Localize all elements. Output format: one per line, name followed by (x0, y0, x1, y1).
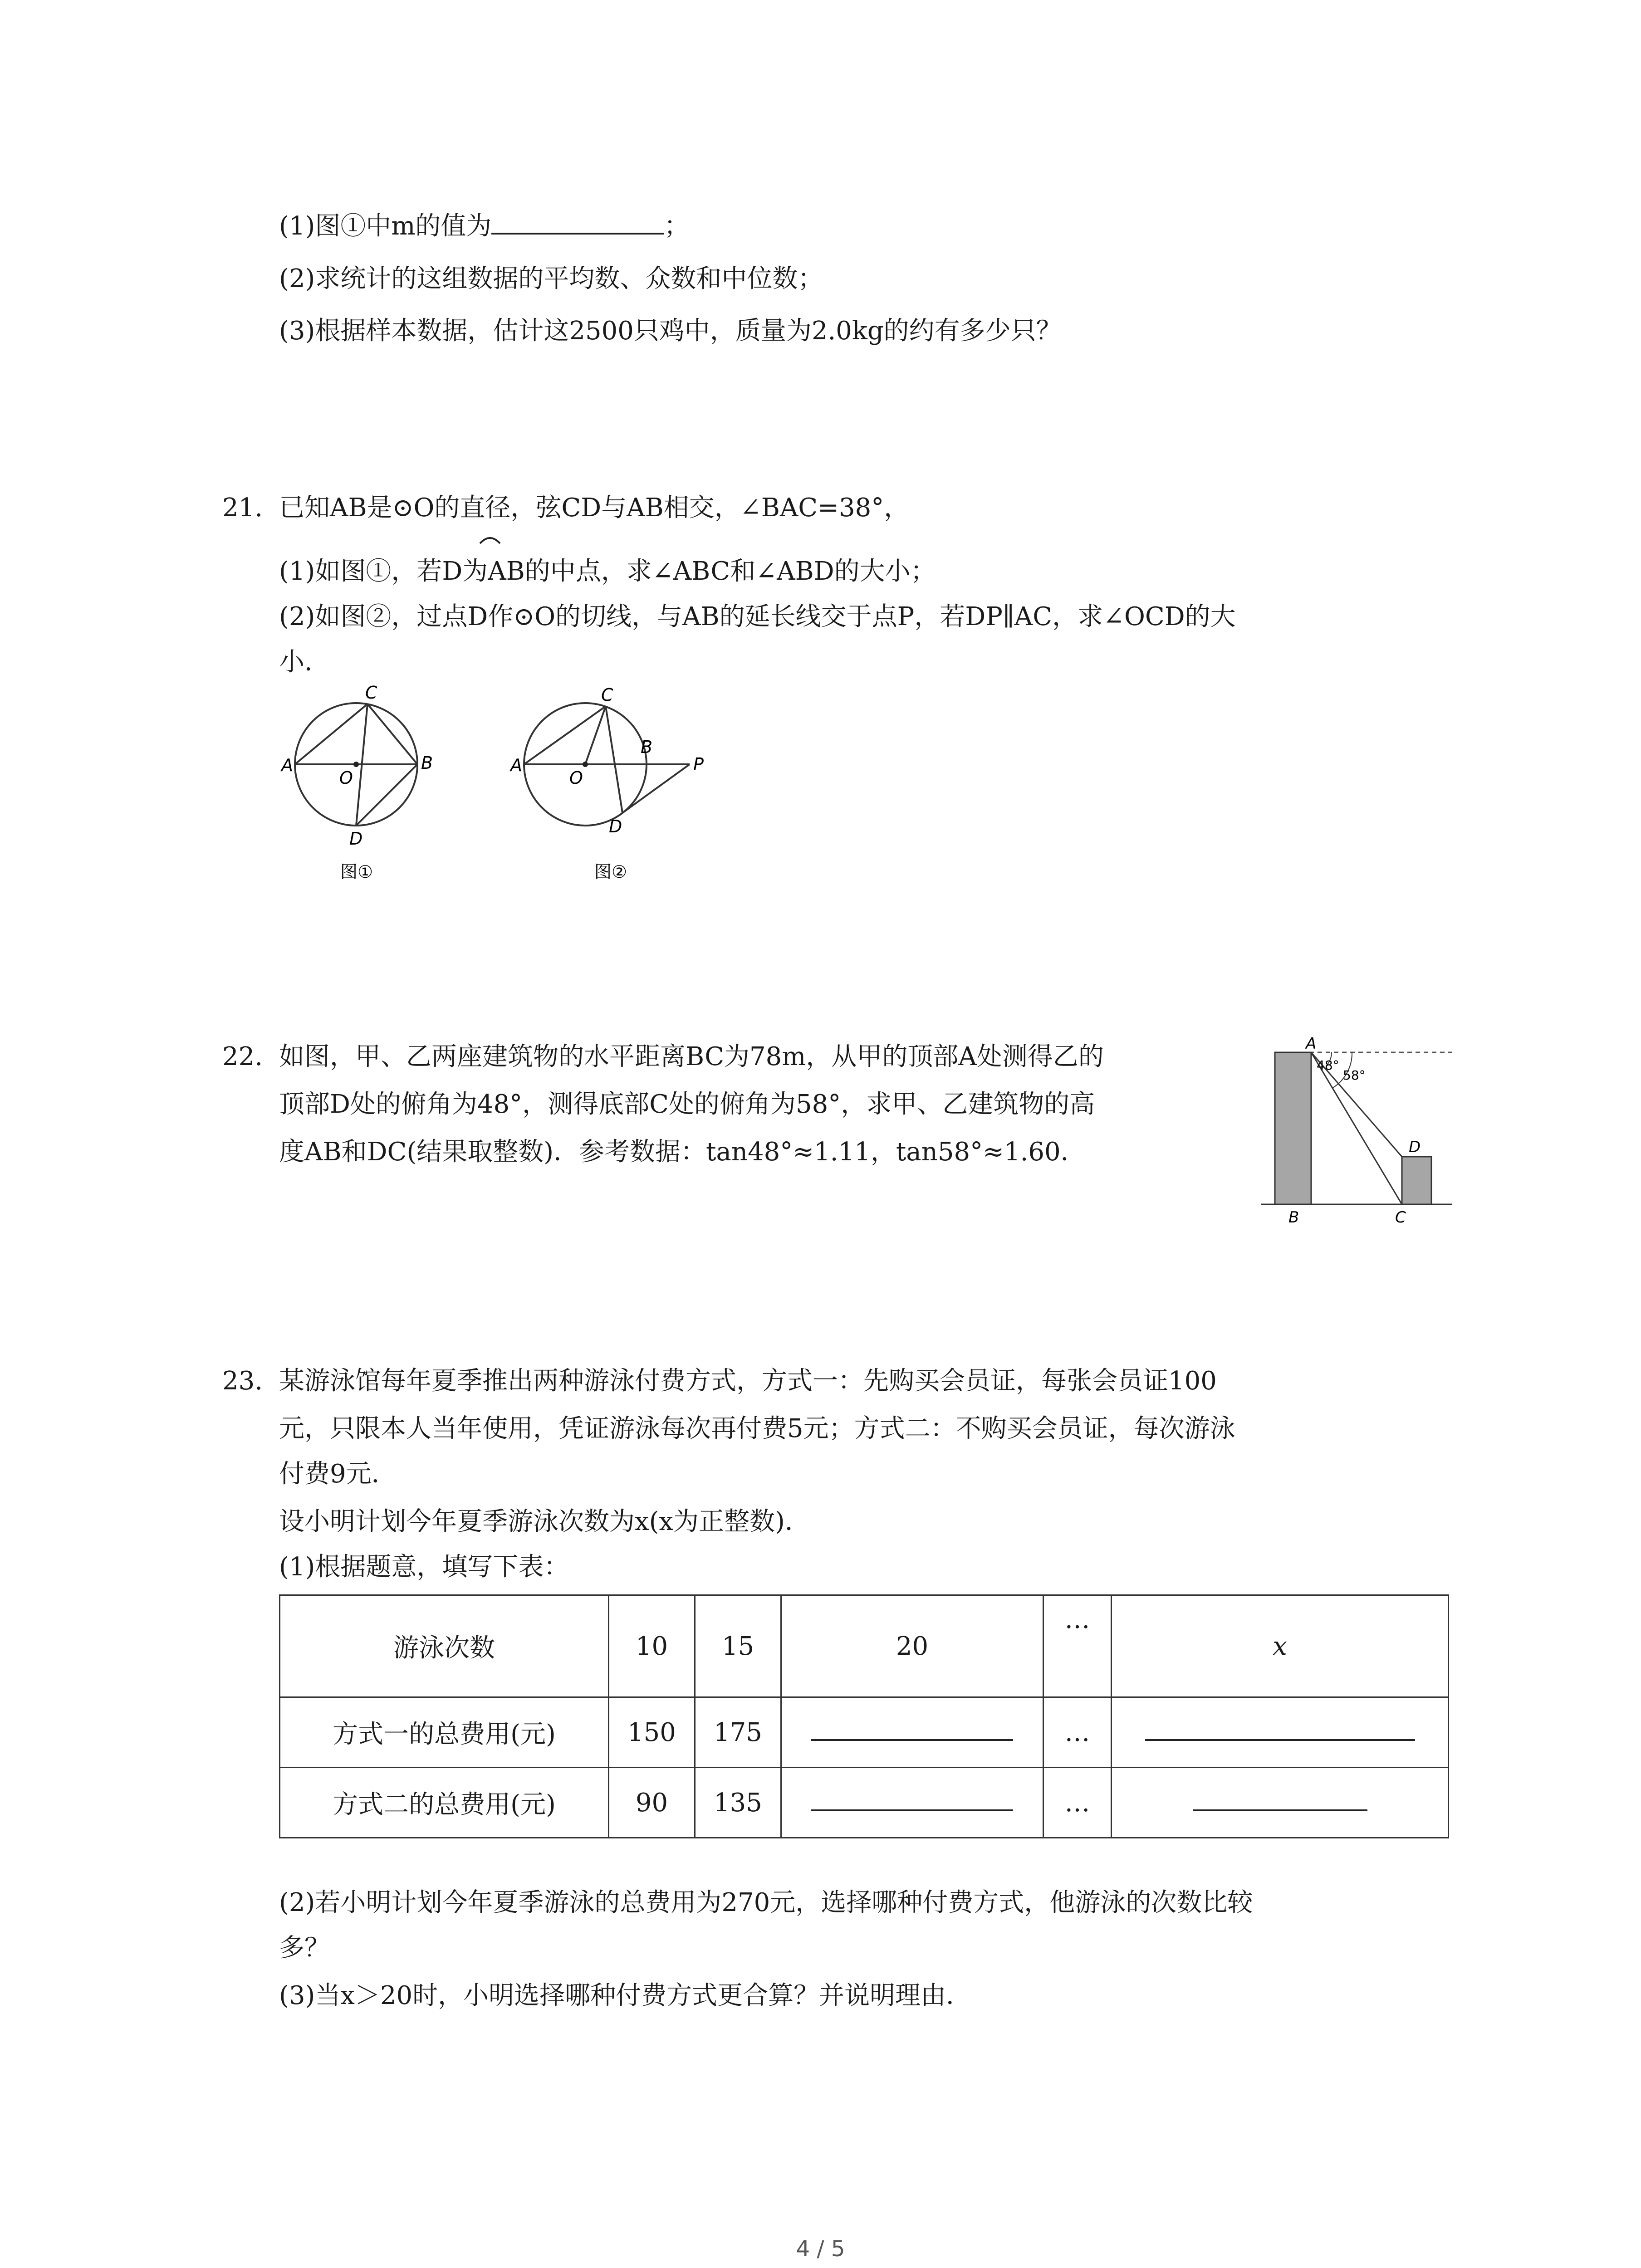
table-cell: … (1043, 1697, 1112, 1768)
label-b: B (1288, 1208, 1299, 1227)
chord-cd-2 (606, 706, 622, 813)
segment-co-2 (585, 706, 606, 764)
table-cell (1112, 1697, 1449, 1768)
tangent-dp-2 (622, 764, 690, 813)
label-d: D (609, 816, 622, 836)
table-cell (781, 1768, 1043, 1838)
chord-ac-2 (524, 706, 606, 764)
circle-figure-1 (272, 680, 454, 889)
label-c: C (601, 685, 613, 705)
table-row (280, 1595, 1449, 1697)
table-cell (1112, 1768, 1449, 1838)
figure-2-caption: 图② (594, 862, 627, 882)
q20-part3: (3)根据样本数据，估计这2500只鸡中，质量为2.0kg的约有多少只？ (279, 316, 1062, 346)
building-ab (1275, 1052, 1311, 1204)
label-o: O (569, 768, 583, 788)
q22-line3: 度AB和DC(结果取整数)．参考数据：tan48°≈1.11，tan58°≈1.60． (279, 1137, 1086, 1167)
table-header-cell: x (1112, 1595, 1449, 1697)
q22-line1: 如图，甲、乙两座建筑物的水平距离BC为78m，从甲的顶部A处测得乙的 (279, 1042, 1104, 1071)
q23-line2: 元，只限本人当年使用，凭证游泳每次再付费5元；方式二：不购买会员证，每次游泳 (279, 1414, 1235, 1443)
table-header-cell: … (1043, 1595, 1112, 1697)
fee-table (279, 1594, 1449, 1838)
q21-stem: 已知AB是⊙O的直径，弦CD与AB相交，∠BAC=38°， (279, 493, 910, 523)
q23-part2-cont: 多？ (279, 1933, 330, 1963)
label-a: A (281, 755, 293, 775)
label-a: A (510, 755, 522, 775)
chord-ac-1 (295, 704, 367, 764)
label-b: B (641, 737, 653, 757)
q20-part2: (2)求统计的这组数据的平均数、众数和中位数； (279, 264, 823, 293)
label-a: A (1306, 1035, 1317, 1053)
q23-line4: 设小明计划今年夏季游泳次数为x(x为正整数)． (279, 1507, 810, 1536)
q21-part1: (1)如图①，若D为AB的中点，求∠ABC和∠ABD的大小； (279, 557, 936, 586)
label-c: C (365, 683, 377, 703)
q23-part2: (2)若小明计划今年夏季游泳的总费用为270元，选择哪种付费方式，他游泳的次数比较 (279, 1888, 1253, 1917)
q23-line3: 付费9元． (279, 1459, 397, 1489)
q23-part1: (1)根据题意，填写下表： (279, 1552, 569, 1582)
table-cell (781, 1697, 1043, 1768)
table-cell: 135 (695, 1768, 781, 1838)
table-header-cell: 20 (781, 1595, 1043, 1697)
answer-blank[interactable] (811, 1717, 1013, 1741)
table-cell: … (1043, 1768, 1112, 1838)
building-dc (1402, 1157, 1431, 1204)
label-d: D (1409, 1138, 1421, 1156)
q22-line2: 顶部D处的俯角为48°，测得底部C处的俯角为58°，求甲、乙建筑物的高 (279, 1090, 1095, 1119)
table-cell: 175 (695, 1697, 781, 1768)
q21-number: 21. (222, 493, 263, 523)
table-header-cell: 游泳次数 (280, 1595, 609, 1697)
table-cell: 150 (609, 1697, 695, 1768)
q23-part3: (3)当x＞20时，小明选择哪种付费方式更合算？并说明理由． (279, 1981, 972, 2010)
table-header-cell: 10 (609, 1595, 695, 1697)
table-header-cell: 15 (695, 1595, 781, 1697)
page-number: 4 / 5 (796, 2236, 845, 2262)
angle-48-label: 48° (1317, 1058, 1339, 1073)
q20-part1: (1)图①中m的值为 ； (279, 206, 689, 244)
q21-part2-cont: 小． (279, 647, 330, 677)
angle-58-label: 58° (1343, 1068, 1366, 1083)
table-row (280, 1697, 1449, 1768)
label-o: O (339, 768, 353, 788)
arc-mark-icon (476, 532, 504, 545)
label-c: C (1395, 1208, 1406, 1227)
answer-blank[interactable] (1145, 1717, 1415, 1741)
answer-blank[interactable] (811, 1788, 1013, 1811)
q20-answer-blank[interactable] (491, 206, 664, 235)
q23-number: 23. (222, 1366, 263, 1396)
q22-number: 22. (222, 1042, 263, 1071)
table-cell: 方式二的总费用(元) (280, 1768, 609, 1838)
answer-blank[interactable] (1193, 1788, 1367, 1811)
center-dot-2 (583, 762, 588, 767)
q21-part2: (2)如图②，过点D作⊙O的切线，与AB的延长线交于点P，若DP∥AC，求∠OCD的大 (279, 602, 1236, 631)
q23-line1: 某游泳馆每年夏季推出两种游泳付费方式，方式一：先购买会员证，每张会员证100 (279, 1366, 1217, 1396)
buildings-figure (1261, 1030, 1461, 1238)
label-d: D (349, 829, 363, 849)
center-dot-1 (353, 762, 359, 767)
table-cell: 90 (609, 1768, 695, 1838)
table-row (280, 1768, 1449, 1838)
figure-1-caption: 图① (340, 862, 373, 882)
label-p: P (693, 754, 704, 774)
label-b: B (421, 753, 433, 773)
table-cell: 方式一的总费用(元) (280, 1697, 609, 1768)
circle-figure-2 (504, 680, 730, 889)
